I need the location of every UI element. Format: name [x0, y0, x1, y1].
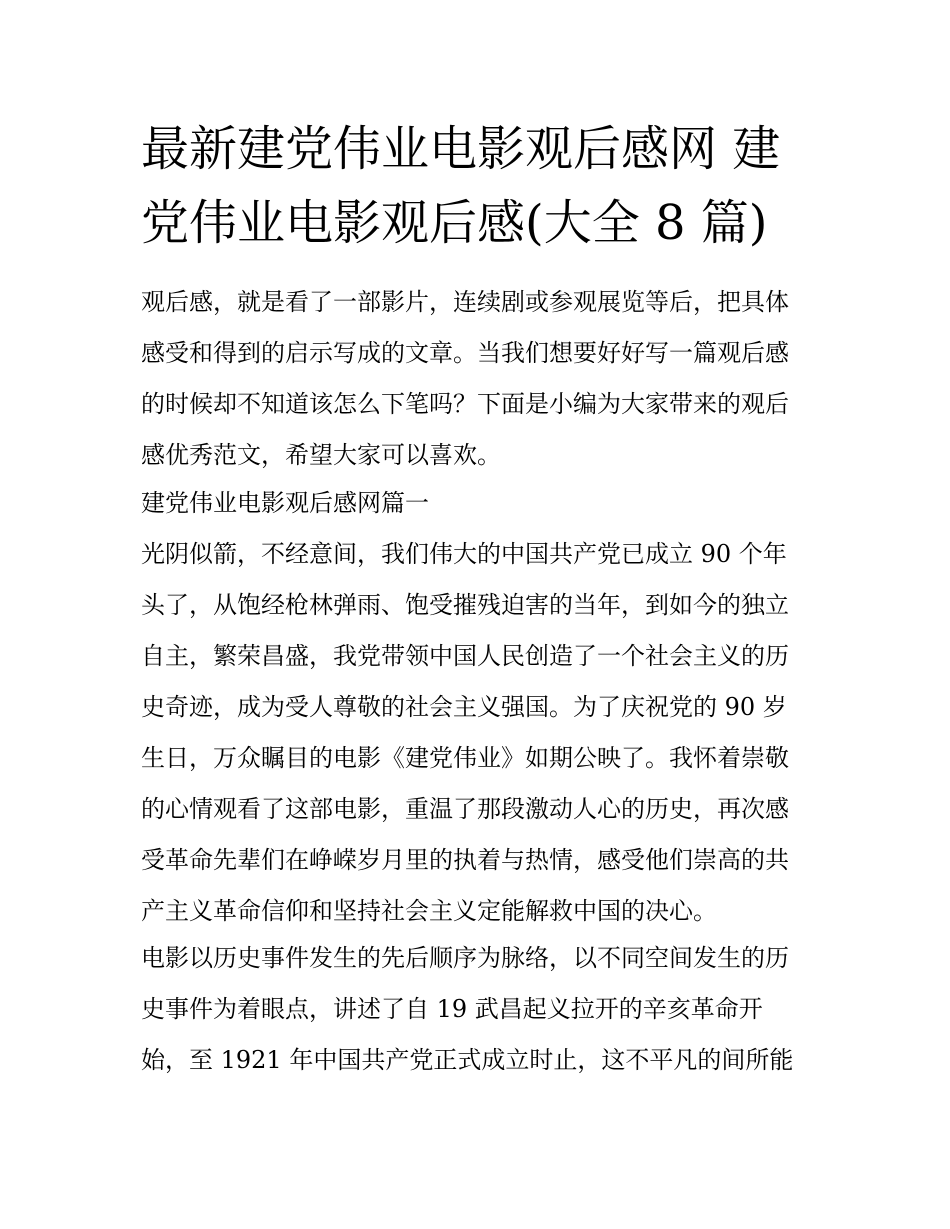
paragraph-line: 电影以历史事件发生的先后顺序为脉络，以不同空间发生的历	[141, 944, 789, 972]
paragraph-line: 史事件为着眼点，讲述了自 19 武昌起义拉开的辛亥革命开	[141, 995, 763, 1023]
document-title	[141, 112, 813, 260]
title-line-1: 最新建党伟业电影观后感网 建	[141, 121, 781, 177]
paragraph-line: 光阴似箭，不经意间，我们伟大的中国共产党已成立 90 个年	[141, 540, 787, 568]
intro-line: 观后感，就是看了一部影片，连续剧或参观展览等后，把具体	[141, 288, 789, 316]
section-heading: 建党伟业电影观后感网篇一	[141, 489, 429, 517]
intro-line: 感优秀范文，希望大家可以喜欢。	[141, 441, 501, 469]
paragraph-line: 自主，繁荣昌盛，我党带领中国人民创造了一个社会主义的历	[141, 642, 789, 670]
paragraph-line: 生日，万众瞩目的电影《建党伟业》如期公映了。我怀着崇敬	[141, 744, 789, 772]
paragraph-line: 受革命先辈们在峥嵘岁月里的执着与热情，感受他们崇高的共	[141, 846, 789, 874]
paragraph-line: 始，至 1921 年中国共产党正式成立时止，这不平凡的间所能	[141, 1046, 794, 1074]
paragraph-line: 头了，从饱经枪林弹雨、饱受摧残迫害的当年，到如今的独立	[141, 591, 789, 619]
paragraph-line: 史奇迹，成为受人尊敬的社会主义强国。为了庆祝党的 90 岁	[141, 693, 787, 721]
intro-line: 的时候却不知道该怎么下笔吗？下面是小编为大家带来的观后	[141, 390, 789, 418]
intro-line: 感受和得到的启示写成的文章。当我们想要好好写一篇观后感	[141, 339, 789, 367]
paragraph-line: 的心情观看了这部电影，重温了那段激动人心的历史，再次感	[141, 795, 789, 823]
title-line-2: 党伟业电影观后感(大全 8 篇)	[141, 195, 768, 251]
paragraph-line: 产主义革命信仰和坚持社会主义定能解救中国的决心。	[141, 897, 717, 925]
